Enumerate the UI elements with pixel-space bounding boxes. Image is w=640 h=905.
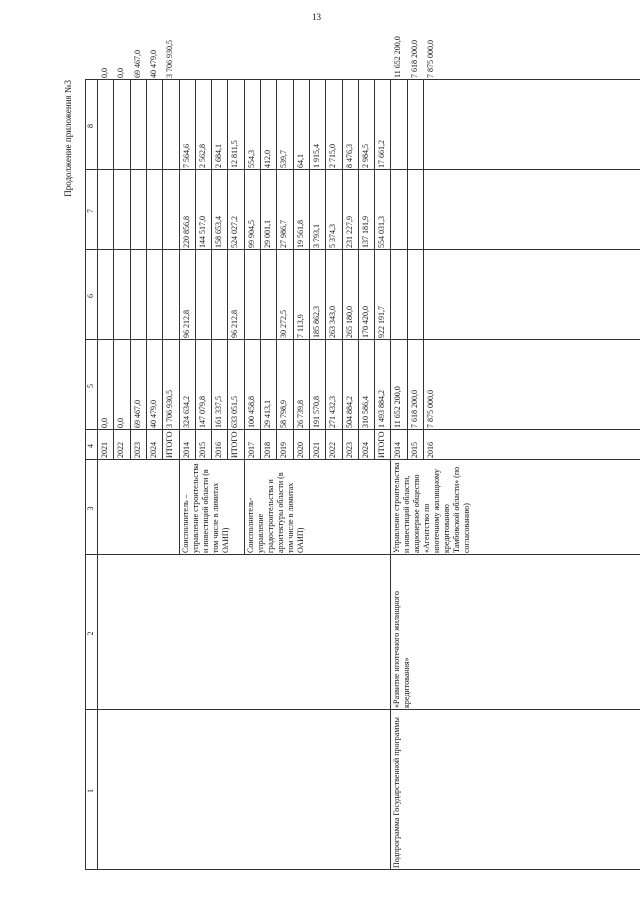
group-line bbox=[244, 80, 245, 555]
row-line bbox=[325, 80, 326, 460]
column-header: 6 bbox=[86, 294, 95, 298]
value-cell: 161 337,5 bbox=[214, 396, 224, 428]
value-cell: 524 027,2 bbox=[230, 216, 240, 248]
column-header: 4 bbox=[86, 444, 95, 448]
row-line bbox=[342, 80, 343, 460]
row-line bbox=[260, 80, 261, 460]
column-line bbox=[85, 249, 640, 250]
rotated-table-region bbox=[63, 36, 640, 870]
value-cell: 11 652 200,0 bbox=[393, 386, 403, 428]
year-cell: 2023 bbox=[344, 442, 354, 458]
value-cell: 19 561,8 bbox=[295, 220, 305, 248]
column-header: 3 bbox=[86, 506, 95, 511]
value-cell: 27 986,7 bbox=[279, 220, 289, 248]
value-cell: 0,0 bbox=[100, 68, 109, 78]
year-cell: 2021 bbox=[311, 442, 321, 458]
value-cell: 265 180,0 bbox=[344, 306, 354, 338]
year-cell: 2014 bbox=[393, 442, 403, 458]
value-cell: 26 739,8 bbox=[295, 400, 305, 428]
value-cell: 271 432,3 bbox=[328, 396, 338, 428]
row-line bbox=[423, 80, 424, 460]
value-cell: 29 413,1 bbox=[263, 400, 272, 428]
value-cell: 144 517,0 bbox=[197, 216, 207, 248]
value-cell: 324 634,2 bbox=[181, 396, 191, 428]
value-cell: 554,3 bbox=[246, 150, 256, 168]
value-cell: 1 915,4 bbox=[311, 144, 321, 168]
value-cell: 0,0 bbox=[100, 418, 109, 428]
value-cell: 64,1 bbox=[295, 154, 305, 168]
year-cell: 2024 bbox=[148, 442, 158, 458]
page-number: 13 bbox=[312, 12, 321, 22]
year-cell: 2019 bbox=[279, 442, 289, 458]
value-cell: 2 984,5 bbox=[360, 144, 370, 168]
value-cell: 0,0 bbox=[116, 418, 126, 428]
value-cell: 137 181,9 bbox=[360, 216, 370, 248]
row-line bbox=[227, 80, 228, 460]
executor-construction: Соисполнитель – управление строительства и инвестиций области (в том числе в лимитах ОАИП) bbox=[180, 463, 230, 553]
value-cell: 7 618 200,0 bbox=[409, 390, 419, 428]
row-line bbox=[97, 80, 98, 460]
row-line bbox=[146, 80, 147, 460]
value-cell: 220 856,8 bbox=[181, 216, 191, 248]
column-line bbox=[85, 554, 640, 555]
row-line bbox=[130, 80, 131, 460]
value-cell: 7 875 000,0 bbox=[426, 40, 435, 78]
year-cell: 2023 bbox=[132, 442, 142, 458]
value-cell: 69 467,0 bbox=[132, 50, 142, 78]
year-cell: 2020 bbox=[295, 442, 305, 458]
value-cell: 158 653,4 bbox=[214, 216, 224, 248]
value-cell: 7 113,9 bbox=[295, 314, 305, 338]
column-line bbox=[85, 429, 640, 430]
column-line bbox=[85, 169, 640, 170]
value-cell: 29 001,1 bbox=[263, 220, 272, 248]
value-cell: 539,7 bbox=[279, 150, 289, 168]
year-cell: 2016 bbox=[426, 442, 435, 458]
year-cell: 2021 bbox=[100, 442, 109, 458]
executor-jsc: Управление строительства и инвестиций области, акционерное общество «Агентство по ипотечному жилищному кредитованию Тамбовской области» (по согласованию) bbox=[392, 462, 472, 553]
row-line bbox=[358, 80, 359, 460]
column-header: 7 bbox=[86, 209, 95, 213]
subprogram-name: «Развитие ипотечного жилищного кредитования» bbox=[392, 591, 412, 708]
value-cell: 96 212,8 bbox=[181, 310, 191, 338]
value-cell: 922 191,7 bbox=[377, 306, 387, 338]
value-cell: 3 793,1 bbox=[311, 224, 321, 248]
value-cell: 69 467,0 bbox=[132, 400, 142, 428]
value-cell: 3 706 930,5 bbox=[165, 390, 175, 428]
column-header: 2 bbox=[86, 631, 95, 636]
value-cell: 185 862,3 bbox=[311, 306, 321, 338]
value-cell: 8 476,3 bbox=[344, 144, 354, 168]
value-cell: 100 458,8 bbox=[246, 396, 256, 428]
value-cell: 7 875 000,0 bbox=[426, 390, 435, 428]
year-cell: 2018 bbox=[263, 442, 272, 458]
row-line bbox=[374, 80, 375, 460]
value-cell: 11 652 200,0 bbox=[393, 36, 403, 78]
value-cell: 0,0 bbox=[116, 68, 126, 78]
value-cell: 554 031,3 bbox=[377, 216, 387, 248]
value-cell: 7 618 200,0 bbox=[409, 40, 419, 78]
year-cell: 2016 bbox=[214, 442, 224, 458]
section-line bbox=[390, 80, 391, 870]
value-cell: 96 212,8 bbox=[230, 310, 240, 338]
column-header: 5 bbox=[86, 384, 95, 388]
year-cell: ИТОГО bbox=[230, 431, 240, 458]
value-cell: 40 479,0 bbox=[148, 50, 158, 78]
year-cell: 2015 bbox=[409, 442, 419, 458]
row-line bbox=[113, 80, 114, 460]
value-cell: 58 798,9 bbox=[279, 400, 289, 428]
value-cell: 40 479,0 bbox=[148, 400, 158, 428]
value-cell: 412,0 bbox=[263, 150, 272, 168]
value-cell: 231 227,9 bbox=[344, 216, 354, 248]
year-cell: 2022 bbox=[328, 442, 338, 458]
header-line bbox=[85, 80, 86, 870]
year-cell: 2014 bbox=[181, 442, 191, 458]
subprogram-label: Подпрограмма Государственной программы bbox=[392, 717, 402, 868]
value-cell: 504 884,2 bbox=[344, 396, 354, 428]
executor-urban-planning: Соисполнитель-управление градостроительства и архитектуры области (в том числе в лимитах ОАИП) bbox=[245, 472, 305, 553]
column-header: 1 bbox=[86, 789, 95, 793]
caption: Продолжение приложения №3 bbox=[63, 80, 73, 197]
value-cell: 7 564,6 bbox=[181, 144, 191, 168]
value-cell: 147 079,8 bbox=[197, 396, 207, 428]
value-cell: 1 493 884,2 bbox=[377, 390, 387, 428]
row-line bbox=[407, 80, 408, 460]
column-line bbox=[85, 79, 640, 80]
column-header: 8 bbox=[86, 124, 95, 128]
column-line bbox=[85, 459, 640, 460]
value-cell: 170 420,0 bbox=[360, 306, 370, 338]
value-cell: 3 706 930,5 bbox=[165, 40, 175, 78]
value-cell: 263 343,0 bbox=[328, 306, 338, 338]
value-cell: 2 562,8 bbox=[197, 144, 207, 168]
row-line bbox=[195, 80, 196, 460]
row-line bbox=[293, 80, 294, 460]
value-cell: 30 272,5 bbox=[279, 310, 289, 338]
row-line bbox=[211, 80, 212, 460]
year-cell: 2017 bbox=[246, 442, 256, 458]
data-table bbox=[85, 36, 640, 870]
year-cell: ИТОГО bbox=[377, 431, 387, 458]
value-cell: 310 586,4 bbox=[360, 396, 370, 428]
value-cell: 5 374,3 bbox=[328, 224, 338, 248]
value-cell: 12 811,5 bbox=[230, 140, 240, 168]
row-line bbox=[309, 80, 310, 460]
year-cell: 2022 bbox=[116, 442, 126, 458]
value-cell: 633 051,5 bbox=[230, 396, 240, 428]
value-cell: 99 904,5 bbox=[246, 220, 256, 248]
row-line bbox=[276, 80, 277, 460]
row-line bbox=[162, 80, 163, 460]
value-cell: 191 570,8 bbox=[311, 396, 321, 428]
group-line bbox=[179, 80, 180, 555]
value-cell: 2 715,0 bbox=[328, 144, 338, 168]
column-line bbox=[85, 709, 640, 710]
column-line bbox=[85, 339, 640, 340]
value-cell: 17 661,2 bbox=[377, 140, 387, 168]
year-cell: 2024 bbox=[360, 442, 370, 458]
value-cell: 2 684,1 bbox=[214, 144, 224, 168]
year-cell: ИТОГО bbox=[165, 431, 175, 458]
column-line bbox=[85, 869, 640, 870]
year-cell: 2015 bbox=[197, 442, 207, 458]
